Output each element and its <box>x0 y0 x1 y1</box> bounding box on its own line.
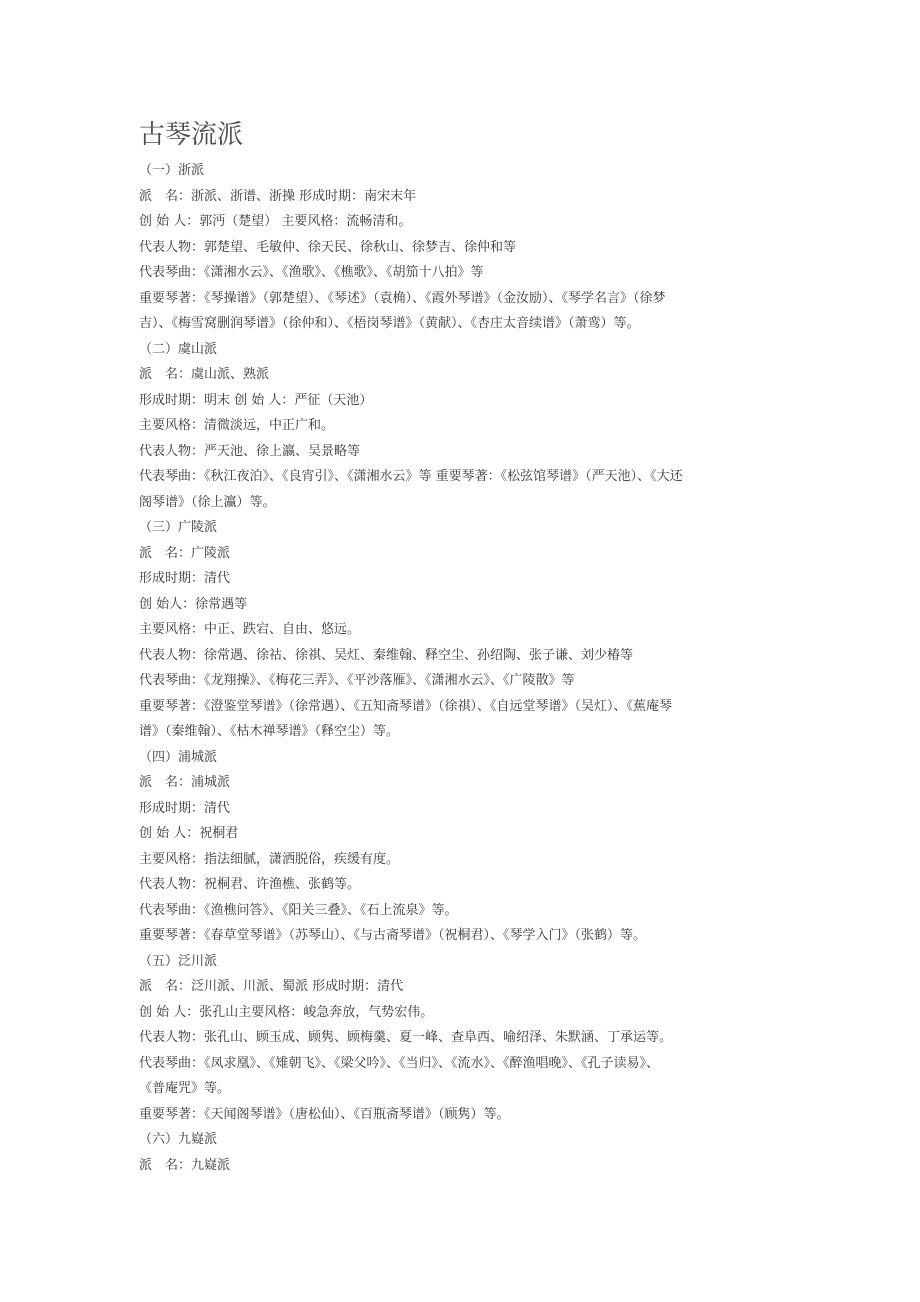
text-line: 主要风格：中正、跌宕、自由、悠远。 <box>139 622 361 637</box>
text-line: 《普庵咒》等。 <box>139 1081 231 1096</box>
text-line: （三）广陵派 <box>139 520 218 535</box>
text-line: （五）泛川派 <box>139 953 218 969</box>
text-line: 主要风格：指法细腻，潇洒脱俗，疾缓有度。 <box>139 851 400 867</box>
text-line: 吉）、《梅雪窝删润琴谱》（徐仲和）、《梧岗琴谱》（黄献）、《杏庄太音续谱》（萧鸾）等。 <box>139 316 640 331</box>
text-line: 创 始 人：郭沔（楚望） 主要风格：流畅清和。 <box>139 214 412 229</box>
text-line: 代表琴曲：《渔樵问答》、《阳关三叠》、《石上流泉》等。 <box>139 902 458 918</box>
text-line: 代表人物：徐常遇、徐祜、徐祺、吴灴、秦维翰、释空尘、孙绍陶、张子谦、刘少椿等 <box>139 647 634 663</box>
text-line: （一）浙派 <box>139 163 205 178</box>
text-line: 创 始 人：祝桐君 <box>139 826 239 841</box>
text-line: 阁琴谱》（徐上瀛）等。 <box>139 494 276 510</box>
text-line: 派 名：浙派、浙谱、浙操 形成时期：南宋末年 <box>139 188 417 204</box>
text-line: 形成时期：明末 创 始 人：严征（天池） <box>139 392 373 408</box>
text-line: 代表人物：张孔山、顾玉成、顾隽、顾梅羹、夏一峰、查阜西、喻绍泽、朱默涵、丁承运等。 <box>139 1030 673 1045</box>
text-line: 创 始人：徐常遇等 <box>139 596 248 612</box>
text-line: （六）九嶷派 <box>139 1132 218 1147</box>
text-line: 形成时期：清代 <box>139 571 231 586</box>
text-line: 主要风格：清微淡远，中正广和。 <box>139 418 335 433</box>
text-line: 代表人物：严天池、徐上瀛、吴景略等 <box>139 443 361 459</box>
text-line: 派 名：广陵派 <box>139 545 231 561</box>
text-line: 代表琴曲：《龙翔操》、《梅花三弄》、《平沙落雁》、《潇湘水云》、《广陵散》等 <box>139 673 575 688</box>
document-body <box>139 158 799 1178</box>
text-line: 代表琴曲：《潇湘水云》、《渔歌》、《樵歌》、《胡笳十八拍》等 <box>139 265 484 280</box>
text-line: 形成时期：清代 <box>139 800 231 816</box>
document-page <box>139 112 799 1178</box>
text-line: 重要琴著：《琴操谱》（郭楚望）、《琴述》（袁桷）、《霞外琴谱》（金汝励）、《琴学名言》（徐梦 <box>139 290 666 306</box>
text-line: 重要琴著：《澄鉴堂琴谱》（徐常遇）、《五知斋琴谱》（徐祺）、《自远堂琴谱》（吴灴）、《蕉庵琴 <box>139 698 673 714</box>
text-line: （四）浦城派 <box>139 749 218 765</box>
text-line: 代表人物：郭楚望、毛敏仲、徐天民、徐秋山、徐梦吉、徐仲和等 <box>139 239 517 255</box>
text-line: 代表人物：祝桐君、许渔樵、张鹤等。 <box>139 877 361 892</box>
text-line: （二）虞山派 <box>139 341 218 357</box>
text-line: 代表琴曲：《秋江夜泊》、《良宵引》、《潇湘水云》等 重要琴著：《松弦馆琴谱》（严天池）、《大还 <box>139 469 683 484</box>
text-line: 谱》（秦维翰）、《枯木禅琴谱》（释空尘）等。 <box>139 724 400 739</box>
text-line: 派 名：浦城派 <box>139 775 231 790</box>
text-line: 代表琴曲：《凤求凰》、《雉朝飞》、《梁父吟》、《当归》、《流水》、《醉渔唱晚》、《孔子读易》、 <box>139 1055 660 1071</box>
document-title: 古琴流派 <box>139 120 244 150</box>
text-line: 重要琴著：《春草堂琴谱》（苏琴山）、《与古斋琴谱》（祝桐君）、《琴学入门》（张鹤）等。 <box>139 928 647 943</box>
text-line: 重要琴著：《天闻阁琴谱》（唐松仙）、《百瓶斋琴谱》（顾隽）等。 <box>139 1106 510 1122</box>
text-line: 派 名：泛川派、川派、蜀派 形成时期：清代 <box>139 979 404 994</box>
text-line: 创 始 人：张孔山主要风格：峻急奔放，气势宏伟。 <box>139 1004 434 1020</box>
text-line: 派 名：九嶷派 <box>139 1157 231 1173</box>
text-line: 派 名：虞山派、熟派 <box>139 367 270 382</box>
